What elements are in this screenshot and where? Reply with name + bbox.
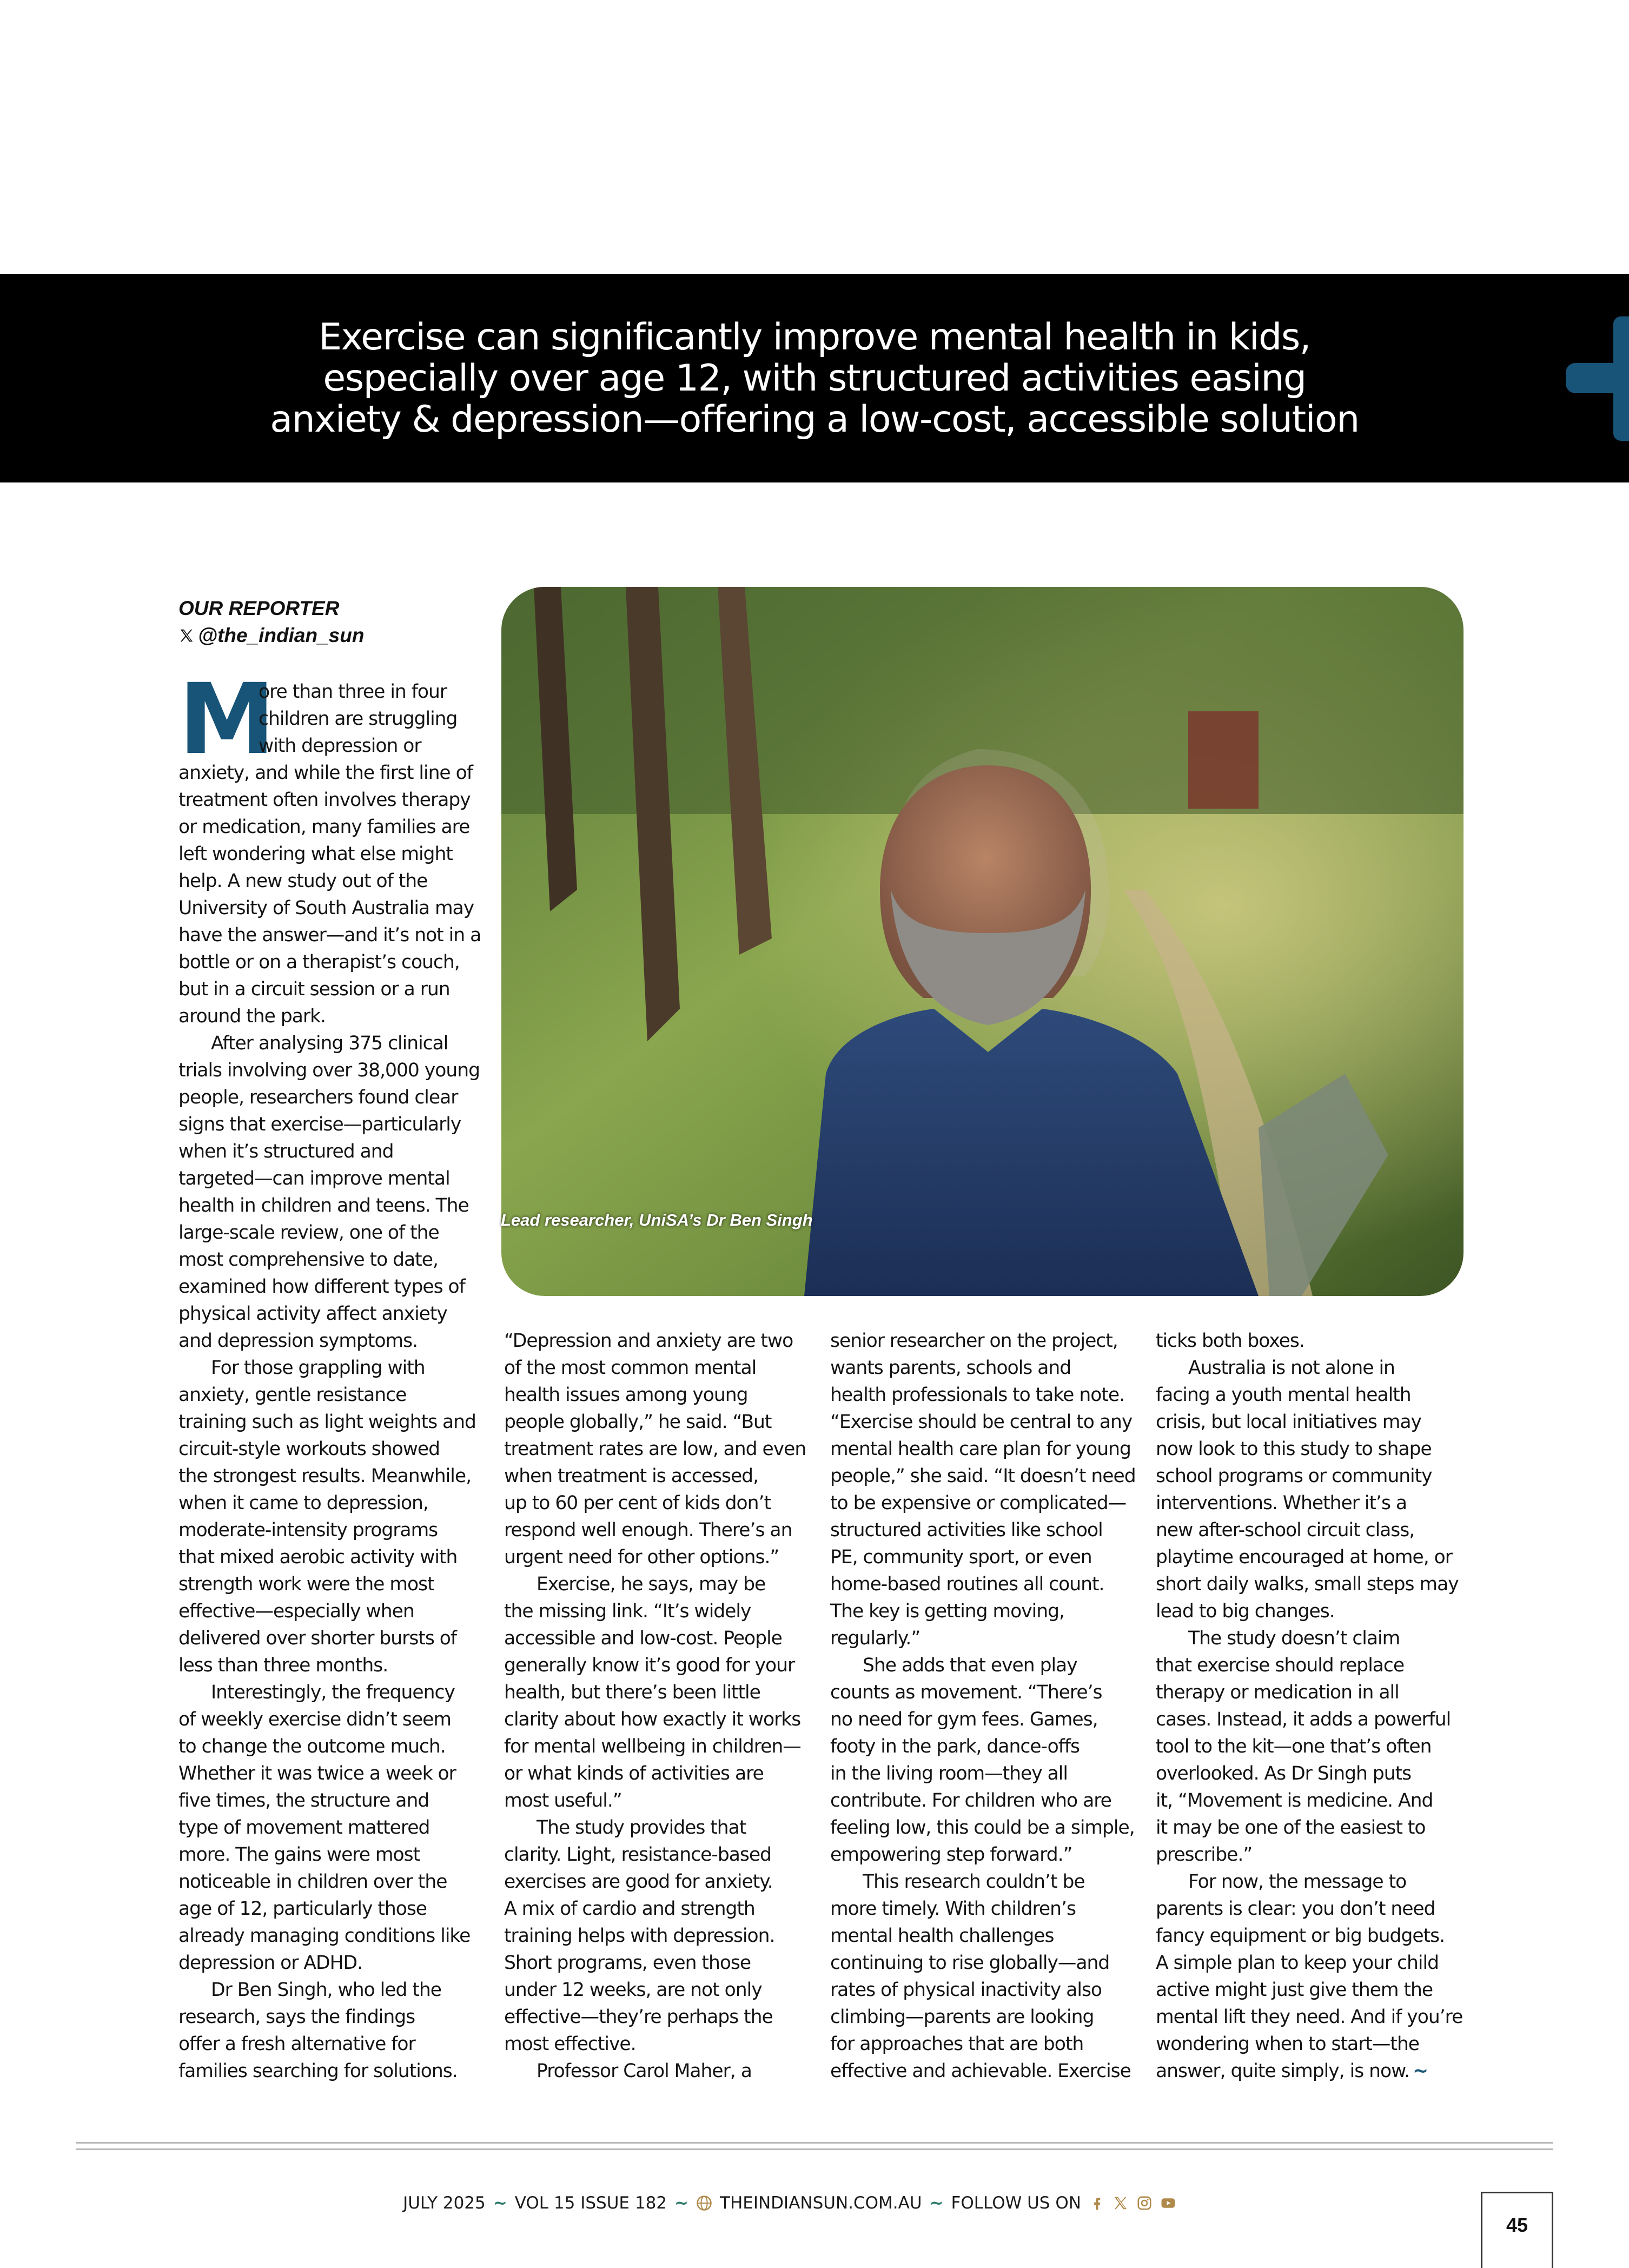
paragraph: The study provides that clarity. Light, resistance-based exercises are good for anxiety. A mix of cardio and strength training helps with depression. Short programs, even those under 12 weeks, are not only effective—they’re perhaps the most effective. bbox=[504, 1817, 775, 2055]
facebook-icon[interactable] bbox=[1089, 2195, 1105, 2211]
globe-icon bbox=[696, 2195, 712, 2211]
photo-caption: Lead researcher, UniSA’s Dr Ben Singh bbox=[501, 1211, 813, 1229]
youtube-icon[interactable] bbox=[1160, 2195, 1176, 2211]
headline-line-3: anxiety & depression—offering a low-cost, accessible solution bbox=[270, 398, 1359, 441]
paragraph: Exercise, he says, may be the missing link. “It’s widely accessible and low-cost. People generally know it’s good for your health, but there’s been little clarity about how exactly it works for mental wellbeing in children— or what kinds of activities are most useful.” bbox=[504, 1573, 801, 1811]
plus-icon bbox=[1566, 316, 1629, 441]
byline-handle-row[interactable] bbox=[178, 622, 364, 649]
separator-icon: ~ bbox=[929, 2193, 944, 2213]
footer-issue: VOL 15 ISSUE 182 bbox=[514, 2193, 667, 2213]
paragraph: She adds that even play counts as movement. “There’s no need for gym fees. Games, footy in the park, dance-offs in the living room—they all contribute. For children who are feeling low, this could be a simple, empowering step forward.” bbox=[830, 1655, 1135, 1866]
paragraph: This research couldn’t be more timely. With children’s mental health challenges continuing to rise globally—and rates of physical inactivity also climbing—parents are looking for approaches that are both effective and achievable. Exercise bbox=[830, 1871, 1131, 2082]
separator-icon: ~ bbox=[674, 2193, 689, 2213]
article-column-1 bbox=[178, 663, 492, 2085]
page-number bbox=[1481, 2192, 1553, 2268]
photo-illustration bbox=[501, 587, 1464, 1296]
byline-label: OUR REPORTER bbox=[178, 597, 340, 619]
paragraph: Dr Ben Singh, who led the research, says the findings offer a fresh alternative for families searching for solutions. bbox=[178, 1979, 458, 2082]
footer bbox=[0, 2193, 1579, 2213]
x-logo-icon bbox=[178, 627, 195, 644]
footer-rule bbox=[76, 2148, 1553, 2150]
headline-line-2: especially over age 12, with structured activities easing bbox=[323, 356, 1306, 400]
headline-banner bbox=[0, 274, 1629, 482]
paragraph: senior researcher on the project, wants parents, schools and health professionals to take note. “Exercise should be central to any mental health care plan for young people,” she said. “It doesn’t need to be expensive or complicated— structured activities like school PE, community sport, or even home-based routines all count. The key is getting moving, regularly.” bbox=[830, 1330, 1136, 1649]
paragraph: ore than three in four children are struggling with depression or anxiety, and while the first line of treatment often involves therapy or medication, many families are left wondering what else might help. A new study out of the University of South Australia may have the answer—and it’s not in a bottle or on a therapist’s couch, but in a circuit session or a run around the park. bbox=[178, 681, 481, 1027]
instagram-icon[interactable] bbox=[1136, 2195, 1153, 2211]
paragraph: For those grappling with anxiety, gentle resistance training such as light weights and circuit-style workouts showed the strongest results. Meanwhile, when it came to depression, moderate-intensity programs that mixed aerobic activity with strength work were the most effective—especially when delivered over shorter bursts of less than three months. bbox=[178, 1357, 476, 1676]
article-column-3 bbox=[830, 1327, 1144, 2085]
paragraph: Professor Carol Maher, a bbox=[537, 2060, 752, 2082]
footer-site-link[interactable]: THEINDIANSUN.COM.AU bbox=[720, 2193, 922, 2213]
last-paragraph-text: For now, the message to parents is clear: you don’t need fancy equipment or big budgets. A simple plan to keep your child active might just give them the mental lift they need. And if you’re wondering when to start—the answer, quite simply, is now. bbox=[1156, 1871, 1463, 2082]
footer-rule bbox=[76, 2142, 1553, 2144]
article-column-4 bbox=[1156, 1327, 1469, 2085]
article-column-2 bbox=[504, 1327, 818, 2085]
paragraph: Interestingly, the frequency of weekly exercise didn’t seem to change the outcome much. Whether it was twice a week or five times, the structure and type of movement mattered more. The gains were most noticeable in children over the age of 12, particularly those already managing conditions like depression or ADHD. bbox=[178, 1682, 471, 1974]
separator-icon: ~ bbox=[493, 2193, 507, 2213]
paragraph: ticks both boxes. bbox=[1156, 1330, 1304, 1352]
paragraph bbox=[1156, 1868, 1469, 2085]
headline-text bbox=[193, 317, 1436, 440]
x-icon[interactable] bbox=[1113, 2195, 1129, 2211]
paragraph: Australia is not alone in facing a youth mental health crisis, but local initiatives may now look to this study to shape school programs or community interventions. Whether it’s a new after-school circuit class, playtime encouraged at home, or short daily walks, small steps may lead to big changes. bbox=[1156, 1357, 1459, 1622]
paragraph: “Depression and anxiety are two of the most common mental health issues among young people globally,” he said. “But treatment rates are low, and even when treatment is accessed, up to 60 per cent of kids don’t respond well enough. There’s an urgent need for other options.” bbox=[504, 1330, 806, 1568]
byline bbox=[178, 595, 364, 649]
paragraph: The study doesn’t claim that exercise should replace therapy or medication in all cases. Instead, it adds a powerful tool to the kit—one that’s often overlooked. As Dr Singh puts it, “Movement is medicine. And it may be one of the easiest to prescribe.” bbox=[1156, 1628, 1451, 1866]
byline-handle: @the_indian_sun bbox=[198, 624, 365, 646]
article-photo bbox=[501, 587, 1464, 1296]
drop-cap: M bbox=[178, 663, 273, 776]
footer-date: JULY 2025 bbox=[403, 2193, 486, 2213]
paragraph: After analysing 375 clinical trials involving over 38,000 young people, researchers found clear signs that exercise—particularly when it’s structured and targeted—can improve mental health in children and teens. The large-scale review, one of the most comprehensive to date, examined how different types of physical activity affect anxiety and depression symptoms. bbox=[178, 1033, 480, 1352]
headline-line-1: Exercise can significantly improve mental health in kids, bbox=[319, 315, 1310, 359]
footer-follow-label: FOLLOW US ON bbox=[951, 2193, 1081, 2213]
end-mark-icon: ~ bbox=[1413, 2060, 1428, 2082]
page-number-text: 45 bbox=[1506, 2214, 1528, 2236]
